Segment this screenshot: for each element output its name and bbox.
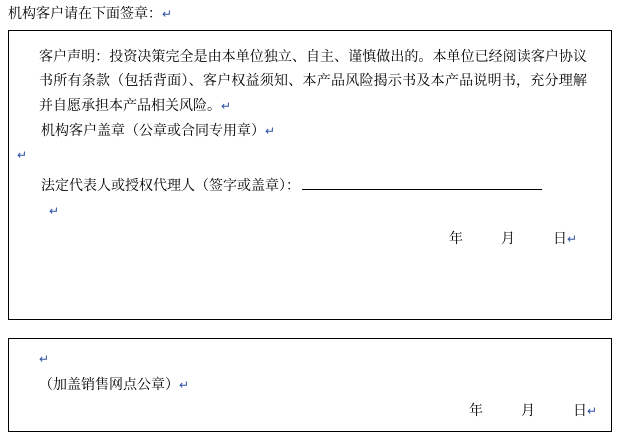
date-month-label: 月: [521, 404, 535, 419]
client-declaration-box: [8, 30, 612, 320]
paragraph-mark-icon: ↵: [39, 352, 50, 366]
legal-representative-label: 法定代表人或授权代理人（签字或盖章）：: [41, 179, 300, 194]
paragraph-mark-icon: ↵: [162, 7, 173, 21]
client-declaration-text-wrap: [39, 46, 587, 119]
signature-rule[interactable]: [302, 175, 542, 190]
paragraph-mark-icon: ↵: [265, 124, 276, 138]
declaration-date-line: [449, 229, 577, 250]
institution-seal-line: [41, 119, 275, 144]
date-month-label: 月: [501, 232, 515, 247]
paragraph-mark-icon: ↵: [17, 148, 28, 162]
sales-outlet-stamp-note: [39, 373, 189, 398]
date-day-label: 日: [573, 404, 587, 419]
paragraph-mark-icon: ↵: [587, 404, 598, 418]
sales-outlet-stamp-label: （加盖销售网点公章）: [39, 378, 179, 393]
date-year-label: 年: [449, 232, 463, 247]
stamp-date-line: [469, 401, 597, 422]
institution-seal-label: 机构客户盖章（公章或合同专用章）: [41, 124, 265, 139]
paragraph-mark-icon: ↵: [49, 204, 60, 218]
page-heading-text: 机构客户请在下面签章：: [8, 7, 162, 22]
paragraph-mark-icon: ↵: [179, 378, 190, 392]
date-day-label: 日: [553, 232, 567, 247]
legal-representative-line: [41, 175, 542, 199]
page-heading: [8, 4, 172, 25]
client-declaration-text: 客户声明：投资决策完全是由本单位独立、自主、谨慎做出的。本单位已经阅读客户协议书所有条款（包括背面）、客户权益须知、本产品风险揭示书及本产品说明书，充分理解并自愿承担本产品相关风险。: [39, 50, 587, 114]
date-year-label: 年: [469, 404, 483, 419]
paragraph-mark-icon: ↵: [221, 99, 232, 113]
sales-outlet-stamp-box: [8, 338, 612, 432]
paragraph-mark-icon: ↵: [567, 232, 578, 246]
